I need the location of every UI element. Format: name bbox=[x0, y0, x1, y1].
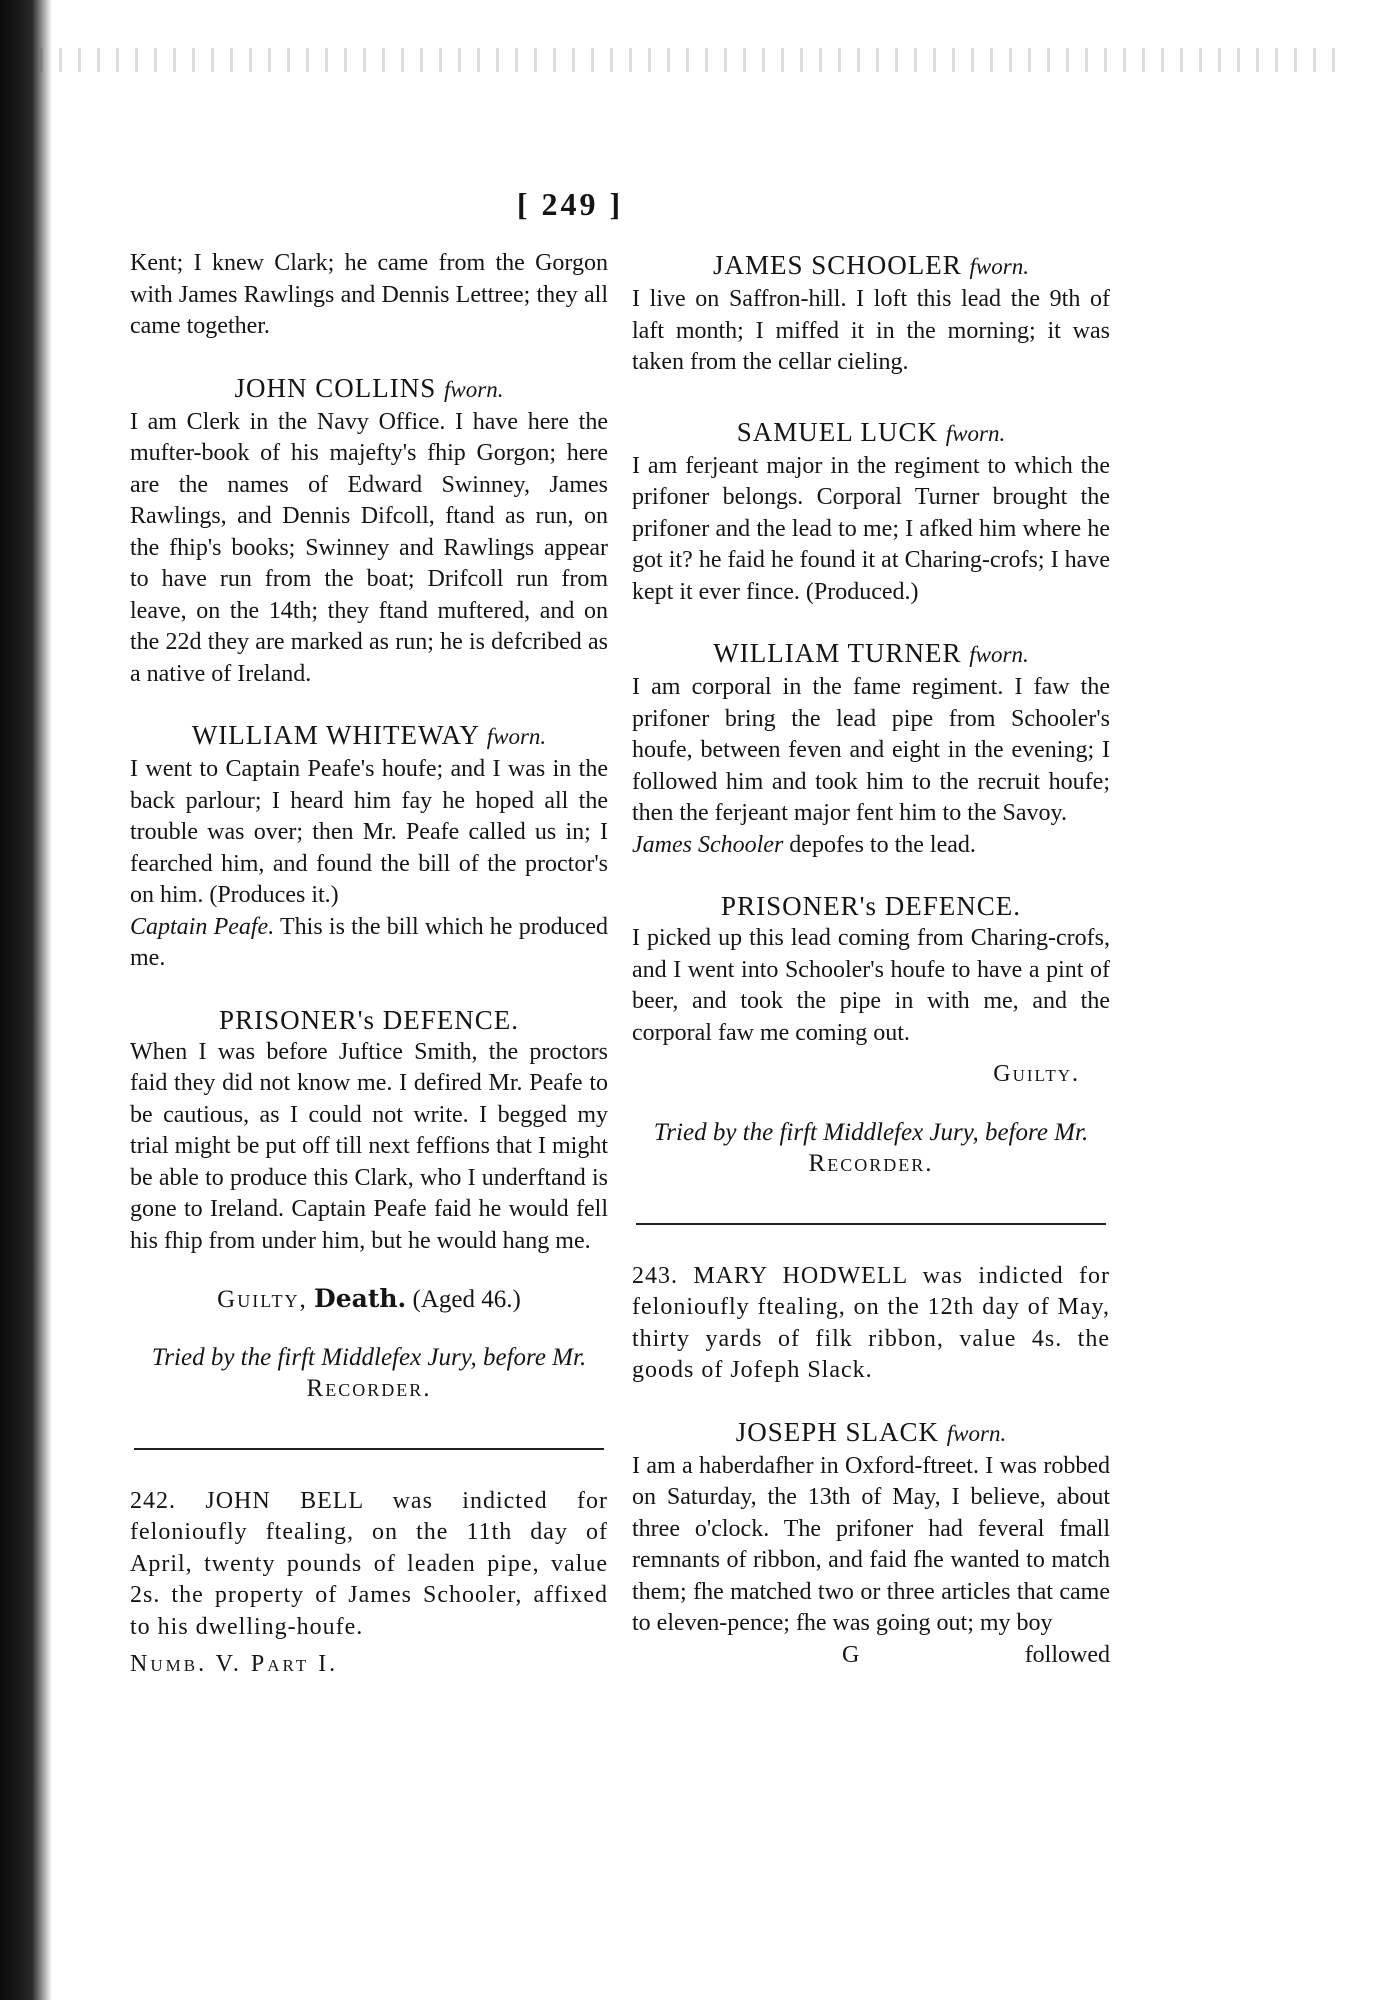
witness-heading bbox=[632, 415, 1110, 451]
left-column bbox=[130, 248, 608, 1681]
trial-note bbox=[632, 1117, 1110, 1179]
defence-text: When I was before Juftice Smith, the proctors faid they did not know me. I defired Mr. Peafe to be cautious, as I could not write. I begged my trial might be put off till next feffions that I might be able to produce this Clark, who I underftand is gone to Ireland. Captain Peafe faid he would fell his fhip from under him, but he would hang me. bbox=[130, 1038, 608, 1254]
witness-name: JOSEPH SLACK bbox=[735, 1416, 940, 1447]
trial-note-recorder: Recorder. bbox=[306, 1374, 432, 1402]
witness-name: JAMES SCHOOLER bbox=[713, 250, 962, 280]
deposing-witness: James Schooler bbox=[632, 831, 784, 858]
verdict-guilty: Guilty, bbox=[217, 1286, 308, 1313]
witness-heading bbox=[632, 636, 1110, 672]
book-spine-shadow bbox=[0, 0, 52, 2000]
sworn-label: fworn. bbox=[486, 724, 547, 749]
right-column bbox=[632, 248, 1110, 1671]
testimony: I went to Captain Peafe's houfe; and I was in the back parlour; I heard him fay he hoped all the trouble was over; then Mr. Peafe called us in; I fearched him, and found the bill of the proctor's on him. (Produces it.) bbox=[130, 756, 608, 908]
catchword: followed bbox=[1024, 1641, 1110, 1668]
witness-heading bbox=[632, 248, 1110, 284]
case-entry: 242. JOHN BELL was indicted for felonioufly ftealing, on the 11th day of April, twenty pounds of leaden pipe, value 2s. the property of James Schooler, affixed to his dwelling-houfe. bbox=[130, 1487, 608, 1640]
defence-heading: PRISONER's DEFENCE. bbox=[721, 891, 1021, 921]
witness-name: WILLIAM TURNER bbox=[713, 638, 962, 668]
witness-name: JOHN COLLINS bbox=[234, 372, 437, 403]
witness-name: SAMUEL LUCK bbox=[736, 416, 939, 447]
sworn-label: fworn. bbox=[444, 376, 504, 402]
signature-mark: G bbox=[842, 1641, 860, 1668]
testimony: I am corporal in the fame regiment. I faw the prifoner bring the lead pipe from Schooler's houfe, between feven and eight in the evening; I followed him and took him to the recruit houfe; then the ferjeant major fent him to the Savoy. bbox=[632, 674, 1110, 826]
case-entry: 243. MARY HODWELL was indicted for felonioufly ftealing, on the 12th day of May, thirty yards of filk ribbon, value 4s. the goods of Jofeph Slack. bbox=[632, 1262, 1110, 1383]
defence-text: I picked up this lead coming from Charing-crofs, and I went into Schooler's houfe to have a pint of beer, and took the pipe in with me, and the corporal faw me coming out. bbox=[632, 925, 1110, 1046]
deposition-line bbox=[632, 830, 1110, 862]
trial-note bbox=[130, 1342, 608, 1404]
signature-row bbox=[632, 1640, 1110, 1672]
trial-note-recorder: Recorder. bbox=[808, 1149, 934, 1177]
verdict-aged: (Aged 46.) bbox=[412, 1286, 521, 1313]
continuation-paragraph: Kent; I knew Clark; he came from the Gorgon with James Rawlings and Dennis Lettree; they all came together. bbox=[130, 250, 608, 339]
sworn-label: fworn. bbox=[946, 1420, 1007, 1446]
sworn-label: fworn. bbox=[969, 254, 1029, 279]
verdict-death: Death. bbox=[314, 1284, 407, 1313]
witness-heading bbox=[130, 718, 608, 754]
trial-note-text: Tried by the firft Middlefex Jury, before Mr. bbox=[653, 1118, 1089, 1146]
sworn-label: fworn. bbox=[969, 642, 1029, 667]
signature-line: Numb. V. Part I. bbox=[130, 1651, 339, 1677]
verdict bbox=[130, 1283, 608, 1316]
deposition-text: depofes to the lead. bbox=[789, 831, 976, 858]
sworn-label: fworn. bbox=[945, 420, 1006, 446]
section-divider bbox=[134, 1448, 604, 1450]
testimony: I am a haberdafher in Oxford-ftreet. I was robbed on Saturday, the 13th of May, I believe, about three o'clock. The prifoner had feveral fmall remnants of ribbon, and faid fhe wanted to match them; fhe matched two or three articles that came to eleven-pence; fhe was going out; my boy bbox=[632, 1452, 1110, 1636]
witness-heading bbox=[632, 1415, 1110, 1451]
testimony: I am ferjeant major in the regiment to which the prifoner belongs. Corporal Turner brought the prifoner and the lead to me; I afked him where he got it? he faid he found it at Charing-crofs; I have kept it ever fince. (Produced.) bbox=[632, 452, 1110, 605]
witness-heading bbox=[130, 371, 608, 407]
verdict: Guilty. bbox=[993, 1061, 1080, 1087]
section-divider bbox=[636, 1223, 1106, 1225]
trial-note-text: Tried by the firft Middlefex Jury, before Mr. bbox=[151, 1343, 587, 1371]
testimony: I am Clerk in the Navy Office. I have here the mufter-book of his majefty's fhip Gorgon; here are the names of Edward Swinney, James Rawlings, and Dennis Difcoll, ftand as run, on the fhip's books; Swinney and Rawlings appear to have run from the boat; Drifcoll run from leave, on the 14th; they ftand muftered, and on the 22d they are marked as run; he is defcribed as a native of Ireland. bbox=[130, 408, 608, 687]
speaker-paragraph bbox=[130, 912, 608, 975]
speaker-name: Captain Peafe. bbox=[130, 913, 275, 940]
defence-heading: PRISONER's DEFENCE. bbox=[219, 1004, 519, 1035]
witness-name: WILLIAM WHITEWAY bbox=[191, 720, 479, 750]
speaker-text: This is the bill which he produced me. bbox=[130, 913, 608, 971]
page-number: [ 249 ] bbox=[516, 186, 624, 222]
testimony: I live on Saffron-hill. I loft this lead the 9th of laft month; I miffed it in the morning; it was taken from the cellar cieling. bbox=[632, 286, 1110, 375]
scan-edge-noise bbox=[40, 48, 1340, 72]
